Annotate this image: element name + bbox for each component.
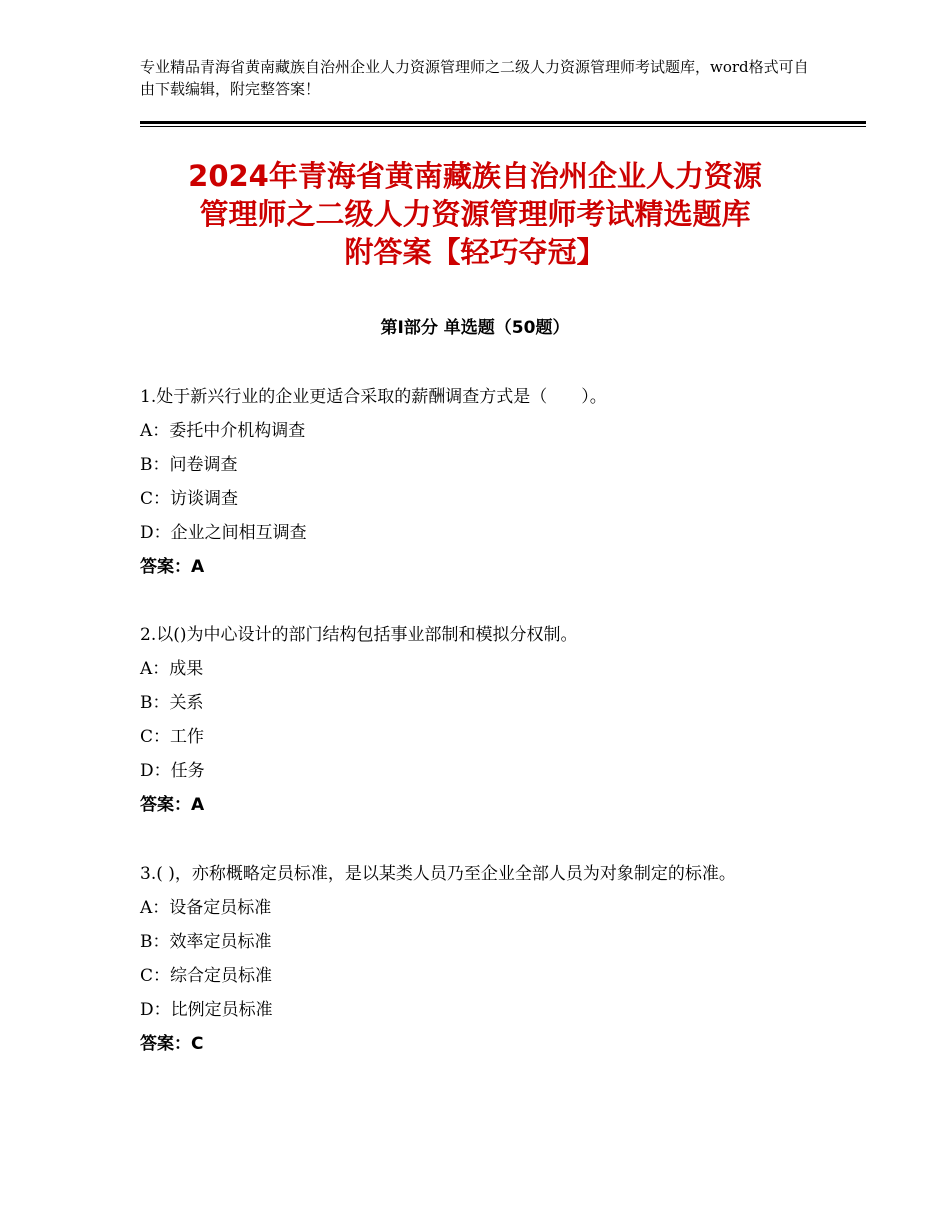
section-title: 第Ⅰ部分 单选题（50题）	[380, 318, 570, 338]
header-note: 专业精品青海省黄南藏族自治州企业人力资源管理师之二级人力资源管理师考试题库，word格式可自由下载编辑，附完整答案！	[140, 58, 809, 98]
header-rule-thick	[140, 121, 866, 124]
document-title-line-3: 附答案【轻巧夺冠】	[344, 235, 606, 269]
question-2-answer: 答案：A	[140, 795, 205, 815]
question-2	[140, 618, 820, 822]
question-3-option-a: A：设备定员标准	[140, 898, 272, 918]
document-title-line-1: 2024年青海省黄南藏族自治州企业人力资源	[188, 159, 762, 193]
document-title-line-2: 管理师之二级人力资源管理师考试精选题库	[199, 197, 751, 231]
question-1	[140, 380, 820, 584]
question-1-answer: 答案：A	[140, 557, 205, 577]
question-2-option-d: D：任务	[140, 761, 205, 781]
question-1-stem: 1.处于新兴行业的企业更适合采取的薪酬调查方式是（ ）。	[140, 387, 607, 407]
question-3-option-b: B：效率定员标准	[140, 932, 272, 952]
question-1-option-b: B：问卷调查	[140, 455, 238, 475]
question-1-option-d: D：企业之间相互调查	[140, 523, 307, 543]
question-3-stem: 3.( )，亦称概略定员标准，是以某类人员乃至企业全部人员为对象制定的标准。	[140, 864, 736, 884]
header-rule-thin	[140, 126, 866, 127]
question-1-option-a: A：委托中介机构调查	[140, 421, 306, 441]
question-2-option-c: C：工作	[140, 727, 205, 747]
question-1-option-c: C：访谈调查	[140, 489, 239, 509]
question-3-option-c: C：综合定员标准	[140, 966, 273, 986]
document-title	[130, 157, 820, 271]
question-2-option-a: A：成果	[140, 659, 204, 679]
question-3-answer: 答案：C	[140, 1034, 204, 1054]
question-3-option-d: D：比例定员标准	[140, 1000, 273, 1020]
question-2-option-b: B：关系	[140, 693, 204, 713]
question-3	[140, 857, 805, 1061]
question-2-stem: 2.以()为中心设计的部门结构包括事业部制和模拟分权制。	[140, 625, 578, 645]
